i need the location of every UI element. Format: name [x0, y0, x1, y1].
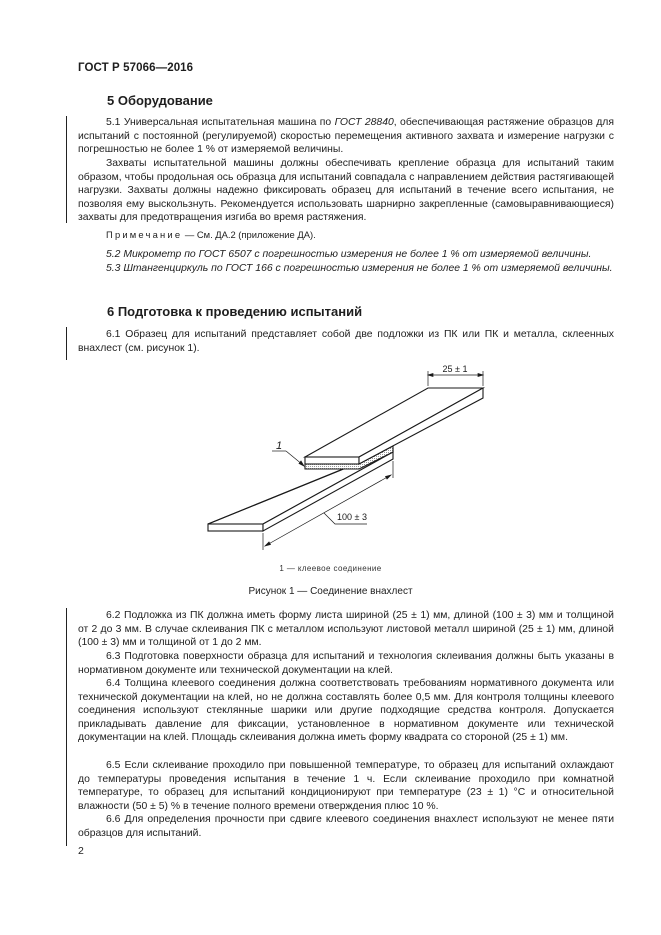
paragraph-6-6: 6.6 Для определения прочности при сдвиге клеевого соединения внахлест используют не менее пяти образцов для испытаний. — [78, 814, 614, 839]
figure-legend: 1 — клеевое соединение — [279, 564, 382, 573]
note: Примечание — См. ДА.2 (приложение ДА). — [106, 229, 316, 240]
paragraph-5-1: 5.1 Универсальная испытательная машина по ГОСТ 28840, обеспечивающая растяжение образцов для испытаний с постоянной (регулируемой) скоростью перемещения активного захвата и измерение нагрузки с погрешностью не более 1 % от измеряемой величины. — [78, 117, 614, 156]
document-code-header: ГОСТ Р 57066—2016 — [78, 62, 194, 74]
change-bar — [66, 608, 67, 846]
paragraph-5-1-grips: Захваты испытательной машины должны обеспечивать крепление образца для испытаний таким образом, чтобы продольная ось образца для испытаний совпадала с направлением действия растягивающей нагрузки. Захваты должны надежно фиксировать образец для испытаний в течение всего испытания, не позволяя ему выскользнуть. Рекомендуется использовать шарнирно закрепленные (самовыравнивающиеся) захваты для предотвращения изгиба во время растяжения. — [78, 158, 614, 224]
section-5-title: 5 Оборудование — [107, 93, 213, 108]
page-number: 2 — [78, 845, 84, 857]
paragraph-6-5: 6.5 Если склеивание проходило при повышенной температуре, то образец для испытаний охлаждают до температуры проведения испытания в течение 1 ч. Если склеивание проходило при комнатной температуре, то образец для испытаний кондиционируют при температуре (23 ± 1) °С и относительной влажности (50 ± 5) % в течение полного времени отверждения плюс 10 %. — [78, 760, 614, 812]
callout-number: 1 — [276, 440, 283, 452]
paragraph-5-2: 5.2 Микрометр по ГОСТ 6507 с погрешностью измерения не более 1 % от измеряемой величины. — [106, 249, 592, 260]
upper-plate — [305, 388, 483, 464]
callout-leader — [272, 451, 304, 466]
width-dimension-label: 25 ± 1 — [442, 364, 468, 374]
figure-caption: Рисунок 1 — Соединение внахлест — [248, 586, 413, 597]
length-dimension-label: 100 ± 3 — [337, 512, 367, 522]
gost-reference: ГОСТ 28840 — [334, 117, 394, 128]
paragraph-6-4: 6.4 Толщина клеевого соединения должна соответствовать требованиям нормативного документа или технической документации на клей, но не должна составлять более 0,5 мм. Для контроля толщины клеевого соединения используют стеклянные шарики или другие подходящие средства контроля. Допускается прикладывать давление для фиксации, установленное в нормативном документе или технической документации на клей. Площадь склеивания должна иметь форму квадрата со стороной (25 ± 1) мм. — [78, 678, 614, 744]
section-6-title: 6 Подготовка к проведению испытаний — [107, 304, 363, 319]
paragraph-6-2: 6.2 Подложка из ПК должна иметь форму листа шириной (25 ± 1) мм, длиной (100 ± 3) мм и толщиной от 2 до 3 мм. В случае склеивания ПК с металлом используют листовой металл шириной (25 ± 1) мм, длиной (100 ± 3) мм и толщиной от 1 до 2 мм. — [78, 610, 614, 649]
paragraph-5-3: 5.3 Штангенциркуль по ГОСТ 166 с погрешностью измерения не более 1 % от измеряемой величины. — [106, 263, 613, 274]
paragraph-6-1: 6.1 Образец для испытаний представляет собой две подложки из ПК или ПК и металла, склеенных внахлест (см. рисунок 1). — [78, 329, 614, 354]
note-label: Примечание — [106, 229, 183, 240]
paragraph-6-3: 6.3 Подготовка поверхности образца для испытаний и технология склеивания должны быть указаны в нормативном документе или технической документации на клей. — [78, 651, 614, 676]
